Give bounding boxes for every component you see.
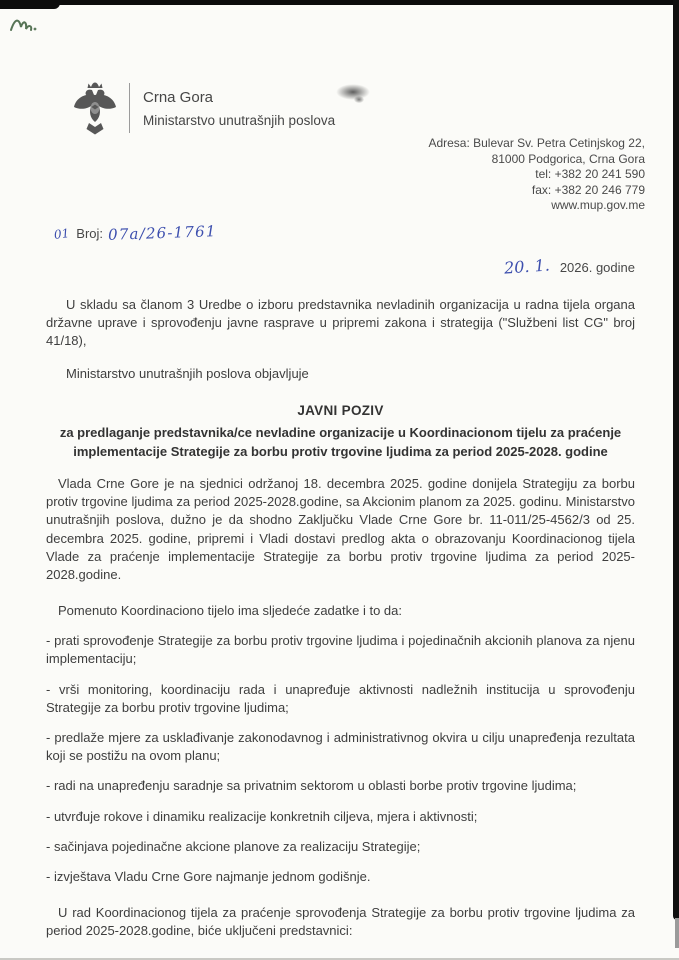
coat-of-arms-icon [72, 80, 118, 136]
task-item: - vrši monitoring, koordinaciju rada i unapređuje aktivnosti nadležnih institucija u sprovođenju Strategije za borbu protiv trgovine ljudima; [46, 681, 635, 715]
scan-edge-right [673, 0, 679, 920]
phone-number: tel: +382 20 241 590 [535, 167, 645, 181]
handwritten-reference-number: 07a/26-1761 [107, 221, 217, 244]
reference-label: Broj: [76, 225, 104, 241]
intro-paragraph: U skladu sa članom 3 Uredbe o izboru predstavnika nevladinih organizacija u radna tijela organa državne uprave i sprovođenju javne rasprave u pripremi zakona i strategija ("Službeni list CG" broj 41/18), [46, 296, 635, 348]
date-line [0, 254, 679, 278]
task-item: - prati sprovođenje Strategije za borbu protiv trgovine ljudima i pojedinačnih akcionih planova za njenu implementaciju; [46, 633, 635, 667]
document-body [0, 296, 679, 941]
document-subtitle: za predlaganje predstavnika/ce nevladine organizacije u Koordinacionom tijelu za praćenje implementacije Strategije za borbu protiv trgovine ljudima za period 2025-2028. godine [59, 425, 622, 460]
task-item: - predlaže mjere za usklađivanje zakonodavnog i administrativnog okvira u cilju unapređenja rezultata koji se postižu na ovom planu; [46, 730, 635, 764]
main-paragraph: Vlada Crne Gore je na sjednici održanoj 18. decembra 2025. godine donijela Strategiju za borbu protiv trgovine ljudima za period 2025-2028.godine, sa Akcionim planom za 2025. godinu. Ministarstvo unutrašnjih poslova, dužno je da shodno Zaključku Vlade Crne Gore br. 11-011/25-4562/3 od 25. decembra 2025. godine, pripremi i Vladi dostavi predlog akta o obrazovanju Koordinacionog tijela Vlade za praćenje implementacije Strategije za borbu protiv trgovine ljudima za period 2025-2028.godine. [46, 475, 635, 582]
address-city: 81000 Podgorica, Crna Gora [491, 151, 645, 166]
task-item: - izvještava Vladu Crne Gore najmanje jednom godišnje. [46, 868, 371, 884]
scan-smudge [336, 84, 370, 100]
org-name-block [143, 89, 335, 128]
tasks-intro: Pomenuto Koordinaciono tijelo ima sljedeće zadatke i to da: [58, 603, 402, 619]
printed-date: 2026. godine [559, 259, 635, 275]
task-item: - utvrđuje rokove i dinamiku realizacije konkretnih ciljeva, mjera i aktivnosti; [46, 808, 478, 824]
closing-paragraph: U rad Koordinacionog tijela za praćenje sprovođenja Strategije za borbu protiv trgovine ljudima za period 2025-2028.godine, biće uključeni predstavnici: [46, 905, 635, 939]
task-item: - radi na unapređenju saradnje sa privatnim sektorom u oblasti borbe protiv trgovine ljudima; [46, 778, 577, 794]
address-block [0, 136, 679, 214]
reference-line [53, 221, 679, 244]
website-url: www.mup.gov.me [551, 198, 645, 212]
fax-number: fax: +382 20 246 779 [531, 182, 645, 197]
scan-edge-top [0, 0, 679, 5]
handwritten-date: 20. 1. [503, 254, 551, 278]
scan-smudge-small [354, 96, 364, 103]
org-country: Crna Gora [143, 88, 214, 106]
org-ministry: Ministarstvo unutrašnjih poslova [143, 112, 336, 128]
handwritten-scribble-mark [8, 14, 42, 41]
document-title: JAVNI POZIV [297, 403, 384, 419]
task-item: - sačinjava pojedinačne akcione planove za realizaciju Strategije; [46, 838, 421, 854]
address-street: Adresa: Bulevar Sv. Petra Cetinjskog 22, [428, 136, 645, 150]
announce-line: Ministarstvo unutrašnjih poslova objavljuje [66, 366, 309, 382]
letterhead-divider [129, 83, 130, 133]
letterhead [72, 80, 679, 136]
handwritten-prefix: 01 [53, 225, 71, 242]
